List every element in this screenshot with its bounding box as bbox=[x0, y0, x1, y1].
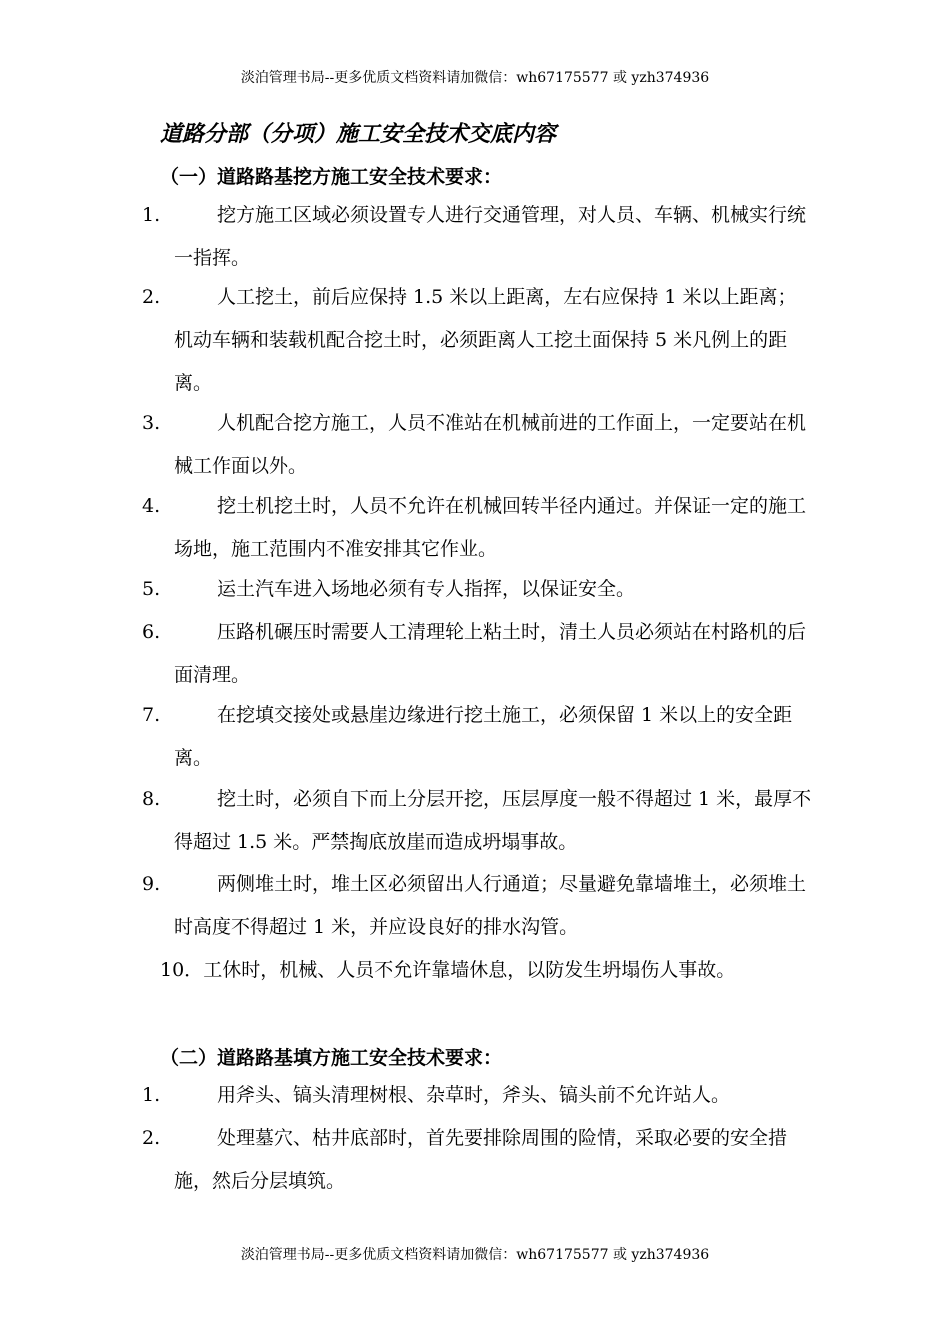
page-header: 淡泊管理书局--更多优质文档资料请加微信：wh67175577 或 yzh374936 bbox=[240, 70, 710, 86]
item-number: 5. bbox=[142, 578, 161, 600]
item-number: 2. bbox=[142, 286, 161, 308]
list-item bbox=[142, 863, 812, 949]
item-number: 1. bbox=[142, 204, 161, 226]
item-text: 运土汽车进入场地必须有专人指挥，以保证安全。 bbox=[217, 578, 636, 600]
item-number: 1. bbox=[142, 1084, 161, 1106]
list-item bbox=[142, 611, 812, 697]
page-footer: 淡泊管理书局--更多优质文档资料请加微信：wh67175577 或 yzh374936 bbox=[240, 1247, 710, 1263]
item-number: 3. bbox=[142, 412, 161, 434]
item-text: 两侧堆土时，堆土区必须留出人行通道；尽量避免靠墙堆土，必须堆土时高度不得超过 1 米，并应设良好的排水沟管。 bbox=[174, 873, 807, 938]
item-number: 9. bbox=[142, 873, 161, 895]
item-text: 压路机碾压时需要人工清理轮上粘土时，清土人员必须站在村路机的后面清理。 bbox=[174, 621, 807, 686]
item-number: 8. bbox=[142, 788, 161, 810]
list-item bbox=[142, 694, 812, 780]
item-text: 挖土机挖土时，人员不允许在机械回转半径内通过。并保证一定的施工场地，施工范围内不准安排其它作业。 bbox=[174, 495, 807, 560]
list-item bbox=[142, 1074, 812, 1117]
item-text: 在挖填交接处或悬崖边缘进行挖土施工，必须保留 1 米以上的安全距离。 bbox=[174, 704, 793, 769]
list-item bbox=[142, 1117, 812, 1203]
list-item bbox=[142, 485, 812, 571]
item-text: 工休时，机械、人员不允许靠墙休息，以防发生坍塌伤人事故。 bbox=[203, 959, 736, 981]
list-item bbox=[160, 949, 790, 992]
item-text: 处理墓穴、枯井底部时，首先要排除周围的险情，采取必要的安全措施，然后分层填筑。 bbox=[174, 1127, 788, 1192]
item-text: 挖土时，必须自下而上分层开挖，压层厚度一般不得超过 1 米，最厚不得超过 1.5 米。严禁掏底放崖而造成坍塌事故。 bbox=[174, 788, 812, 853]
section-2-heading: （二）道路路基填方施工安全技术要求： bbox=[160, 1047, 503, 1069]
section-1-heading: （一）道路路基挖方施工安全技术要求： bbox=[160, 166, 503, 188]
item-number: 2. bbox=[142, 1127, 161, 1149]
list-item bbox=[142, 778, 812, 864]
item-text: 用斧头、镐头清理树根、杂草时，斧头、镐头前不允许站人。 bbox=[217, 1084, 731, 1106]
document-title: 道路分部（分项）施工安全技术交底内容 bbox=[160, 121, 557, 147]
list-item bbox=[142, 402, 812, 488]
item-text: 人机配合挖方施工，人员不准站在机械前进的工作面上，一定要站在机械工作面以外。 bbox=[174, 412, 807, 477]
list-item bbox=[142, 194, 812, 280]
item-number: 10． bbox=[160, 959, 204, 981]
item-number: 4. bbox=[142, 495, 161, 517]
item-number: 7. bbox=[142, 704, 161, 726]
item-text: 挖方施工区域必须设置专人进行交通管理，对人员、车辆、机械实行统一指挥。 bbox=[174, 204, 807, 269]
list-item bbox=[142, 276, 812, 405]
item-number: 6. bbox=[142, 621, 161, 643]
list-item bbox=[142, 568, 812, 611]
item-text: 人工挖土，前后应保持 1.5 米以上距离，左右应保持 1 米以上距离；机动车辆和装载机配合挖土时，必须距离人工挖土面保持 5 米凡例上的距离。 bbox=[174, 286, 797, 394]
